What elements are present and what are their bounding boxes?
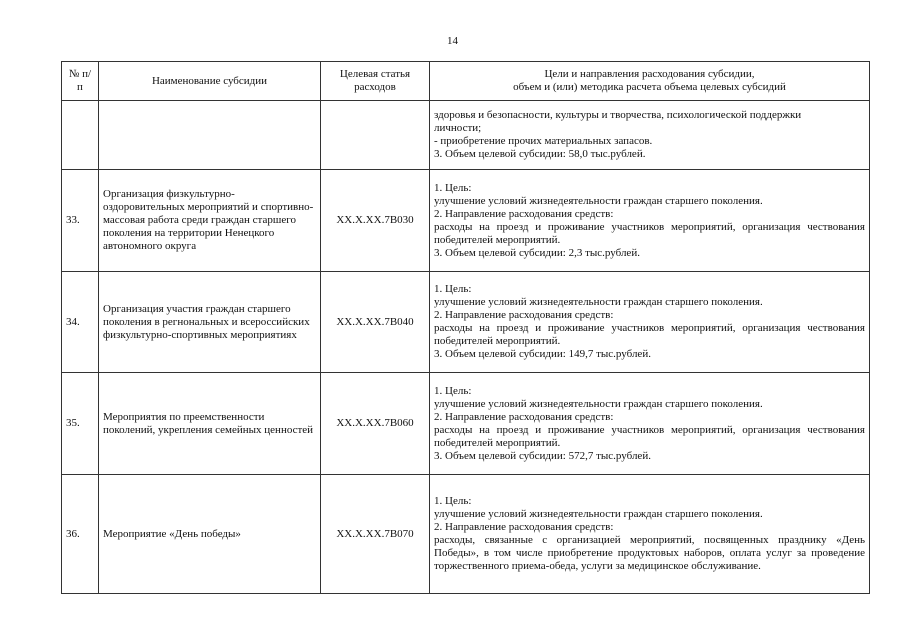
- direction-label: 2. Направление расходования средств:: [434, 309, 614, 321]
- row-code: [321, 101, 430, 170]
- row-code: XX.X.XX.7B070: [321, 475, 430, 594]
- direction-text: расходы на проезд и проживание участников мероприятий, организация чествования победителей мероприятий.: [434, 322, 865, 347]
- goal-line: - приобретение прочих материальных запасов.: [434, 135, 653, 147]
- direction-text: расходы на проезд и проживание участников мероприятий, организация чествования победителей мероприятий.: [434, 423, 865, 449]
- table-row: [62, 373, 870, 475]
- header-goals-line1: Цели и направления расходования субсидии,: [544, 68, 755, 80]
- row-goals: [430, 170, 870, 272]
- goal-label: 1. Цель:: [434, 495, 472, 507]
- row-name: [99, 101, 321, 170]
- row-name: Мероприятие «День победы»: [99, 475, 321, 594]
- row-goals: [430, 272, 870, 373]
- direction-text: расходы на проезд и проживание участников мероприятий, организация чествования победителей мероприятий.: [434, 220, 865, 246]
- subsidy-table: [61, 61, 870, 594]
- goal-line: здоровья и безопасности, культуры и творчества, психологической поддержки: [434, 109, 802, 121]
- table-header-row: [62, 62, 870, 101]
- goal-text: улучшение условий жизнедеятельности граждан старшего поколения.: [434, 397, 763, 410]
- header-num: № п/п: [62, 62, 99, 101]
- goal-label: 1. Цель:: [434, 181, 472, 194]
- header-goals-line2: объем и (или) методика расчета объема целевых субсидий: [513, 81, 786, 93]
- page-number: 14: [447, 35, 458, 47]
- table-row: [62, 101, 870, 170]
- row-num: 36.: [62, 475, 99, 594]
- header-goals: [430, 62, 870, 101]
- row-num: 34.: [62, 272, 99, 373]
- goal-text: улучшение условий жизнедеятельности граждан старшего поколения.: [434, 508, 763, 520]
- header-code: Целевая статья расходов: [321, 62, 430, 101]
- subsidy-amount: 3. Объем целевой субсидии: 149,7 тыс.рублей.: [434, 348, 651, 360]
- goal-text: улучшение условий жизнедеятельности граждан старшего поколения.: [434, 194, 763, 207]
- subsidy-amount: 3. Объем целевой субсидии: 572,7 тыс.рублей.: [434, 449, 651, 462]
- direction-text: расходы, связанные с организацией мероприятий, посвященных празднику «День Победы», в том числе приобретение продуктовых наборов, оплата услуг за проведение торжественного приема-обеда, услуги за медицинское обслуживание.: [434, 534, 865, 572]
- row-code: XX.X.XX.7B060: [321, 373, 430, 475]
- direction-label: 2. Направление расходования средств:: [434, 410, 614, 423]
- row-num: 35.: [62, 373, 99, 475]
- row-code: XX.X.XX.7B040: [321, 272, 430, 373]
- table-row: [62, 475, 870, 594]
- row-code: XX.X.XX.7B030: [321, 170, 430, 272]
- goal-line: 3. Объем целевой субсидии: 58,0 тыс.рублей.: [434, 148, 646, 160]
- direction-label: 2. Направление расходования средств:: [434, 521, 614, 533]
- subsidy-amount: 3. Объем целевой субсидии: 2,3 тыс.рублей.: [434, 246, 640, 259]
- row-name: Организация участия граждан старшего поколения в регнональных и всероссийских физкультурно-спортивных мероприятиях: [99, 272, 321, 373]
- row-goals: [430, 373, 870, 475]
- row-num: 33.: [62, 170, 99, 272]
- goal-line: личности;: [434, 122, 482, 134]
- row-name: Мероприятия по преемственности поколений, укрепления семейных ценностей: [99, 373, 321, 475]
- goal-label: 1. Цель:: [434, 283, 472, 295]
- row-num: [62, 101, 99, 170]
- direction-label: 2. Направление расходования средств:: [434, 207, 614, 220]
- header-name: Наименование субсидии: [99, 62, 321, 101]
- row-goals: [430, 475, 870, 594]
- row-goals: [430, 101, 870, 170]
- goal-text: улучшение условий жизнедеятельности граждан старшего поколения.: [434, 296, 763, 308]
- goal-label: 1. Цель:: [434, 384, 472, 397]
- table-row: [62, 272, 870, 373]
- row-name: Организация физкультурно-оздоровительных мероприятий и спортивно-массовая работа среди граждан старшего поколения на территории Ненецкого автономного округа: [99, 170, 321, 272]
- table-row: [62, 170, 870, 272]
